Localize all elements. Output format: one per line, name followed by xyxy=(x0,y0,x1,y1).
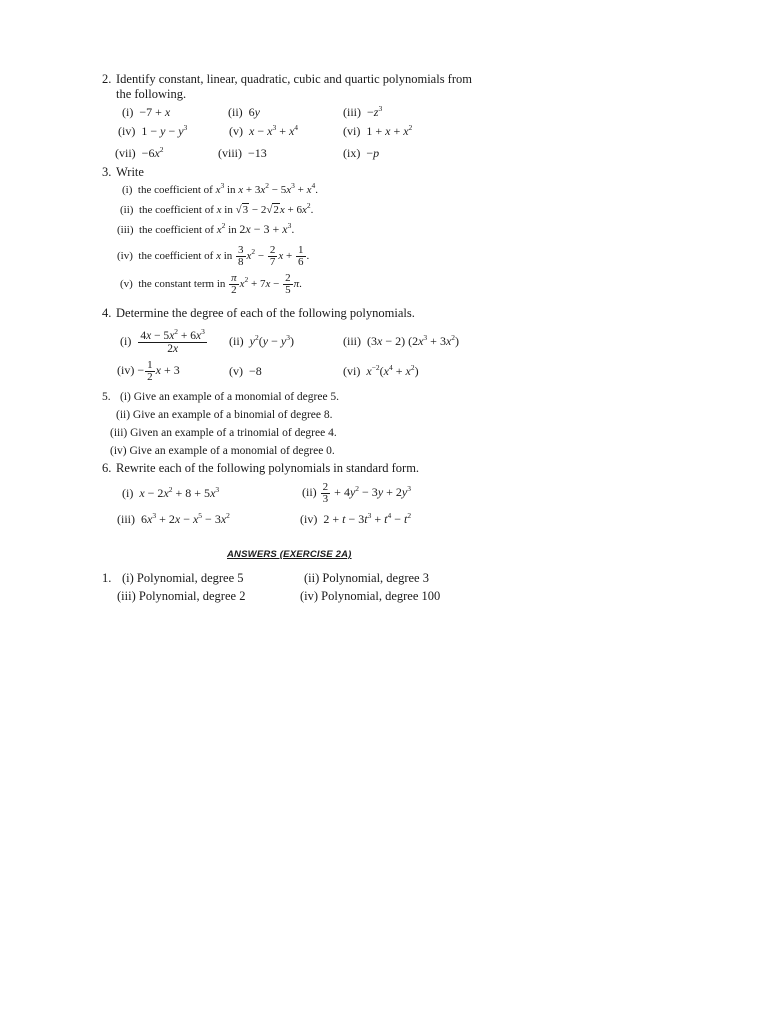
q5-number: 5. xyxy=(102,391,111,403)
answer-item-iii: (iii) Polynomial, degree 2 xyxy=(117,589,246,603)
q5-item-i: (i) Give an example of a monomial of degree 5. xyxy=(120,391,340,403)
q4-item-vi: (vi) $x^{-2}(x^4 + x^2)$ xyxy=(343,363,419,378)
answer-item-ii: (ii) Polynomial, degree 3 xyxy=(304,571,429,585)
q2-item-iii: $(iii) -z^3$ xyxy=(343,104,383,119)
q2-text-line1: Identify constant, linear, quadratic, cubic and quartic polynomials from xyxy=(116,72,472,86)
q5-item-iii: (iii) Given an example of a trinomial of degree 4. xyxy=(110,427,337,439)
q4-item-v: (v) −8 xyxy=(229,364,262,378)
q4-text: Determine the degree of each of the following polynomials. xyxy=(116,306,415,320)
q3-title: Write xyxy=(116,165,144,179)
q2-item-iv: (iv) $1 - y - y^3$ xyxy=(118,123,188,138)
q4-item-iii: (iii) (3x − 2) $(2x^3 + 3x^2)$ xyxy=(343,333,460,348)
q2-text-line2: the following. xyxy=(116,87,187,101)
q6-item-i: (i) $x - 2x^2 + 8 + 5x^3$ xyxy=(122,485,220,500)
q6-text: Rewrite each of the following polynomials in standard form. xyxy=(116,461,420,475)
q4-item-iv: (iv) − $\frac{1}{2}$ x + 3 xyxy=(117,358,180,383)
q6-number: 6. xyxy=(102,461,112,475)
q2-item-v: (v) $x - x^3 + x^4$ xyxy=(229,123,299,138)
q2-item-ix: (ix) −p xyxy=(343,146,380,160)
q3-item-i: (i) the coefficient of $x^3$ in $x + 3x^2 - 5x^3 + x^4$. xyxy=(122,181,318,196)
q2-item-ii: (ii) 6y xyxy=(228,105,260,119)
q6-item-iv: (iv) $2 + t - 3t^3 + t^4 - t^2$ xyxy=(300,511,412,526)
q3-item-ii: (ii) the coefficient of x in $√3 - 2√2x + 6x^2$. xyxy=(120,201,314,216)
q3-item-v: (v) the constant term in $\frac{\pi}{2}$ $x^2 + 7x$ − $\frac{2}{5}$ π. xyxy=(120,271,302,296)
q3-number: 3. xyxy=(102,165,112,179)
q4-item-i: (i) $\frac{4x - 5x^2 + 6x^3}{2x}$ xyxy=(120,326,205,355)
q4-item-ii: (ii) $y^2(y - y^3)$ xyxy=(229,333,294,348)
q2-item-viii: (viii) −13 xyxy=(218,146,267,160)
q3-item-iii: (iii) the coefficient of $x^2$ in $2x - 3 + x^3$. xyxy=(117,221,295,236)
q6-item-ii: (ii) $\frac{2}{3}$ + $4y^2 - 3y + 2y^3$ xyxy=(302,480,411,505)
answers-title: ANSWERS (EXERCISE 2A) xyxy=(227,549,352,560)
q5-item-iv: (iv) Give an example of a monomial of degree 0. xyxy=(110,445,335,457)
answers-number: 1. xyxy=(102,571,112,585)
q4-number: 4. xyxy=(102,306,112,320)
q2-item-vii: $(vii) -6x^2$ xyxy=(115,145,164,160)
q3-item-iv: (iv) the coefficient of x in $\frac{3}{8}$ $x^2$ − $\frac{2}{7}$ x + $\frac{1}{6}$ . xyxy=(117,243,310,268)
q6-item-iii: (iii) $6x^3 + 2x - x^5 - 3x^2$ xyxy=(117,511,230,526)
q2-number: 2. xyxy=(102,72,112,86)
q5-item-ii: (ii) Give an example of a binomial of degree 8. xyxy=(116,409,333,421)
q2-item-i: (i) −7 + x xyxy=(122,105,171,119)
q2-item-vi: (vi) $1 + x + x^2$ xyxy=(343,123,413,138)
answer-item-i: (i) Polynomial, degree 5 xyxy=(122,571,244,585)
answer-item-iv: (iv) Polynomial, degree 100 xyxy=(300,589,441,603)
